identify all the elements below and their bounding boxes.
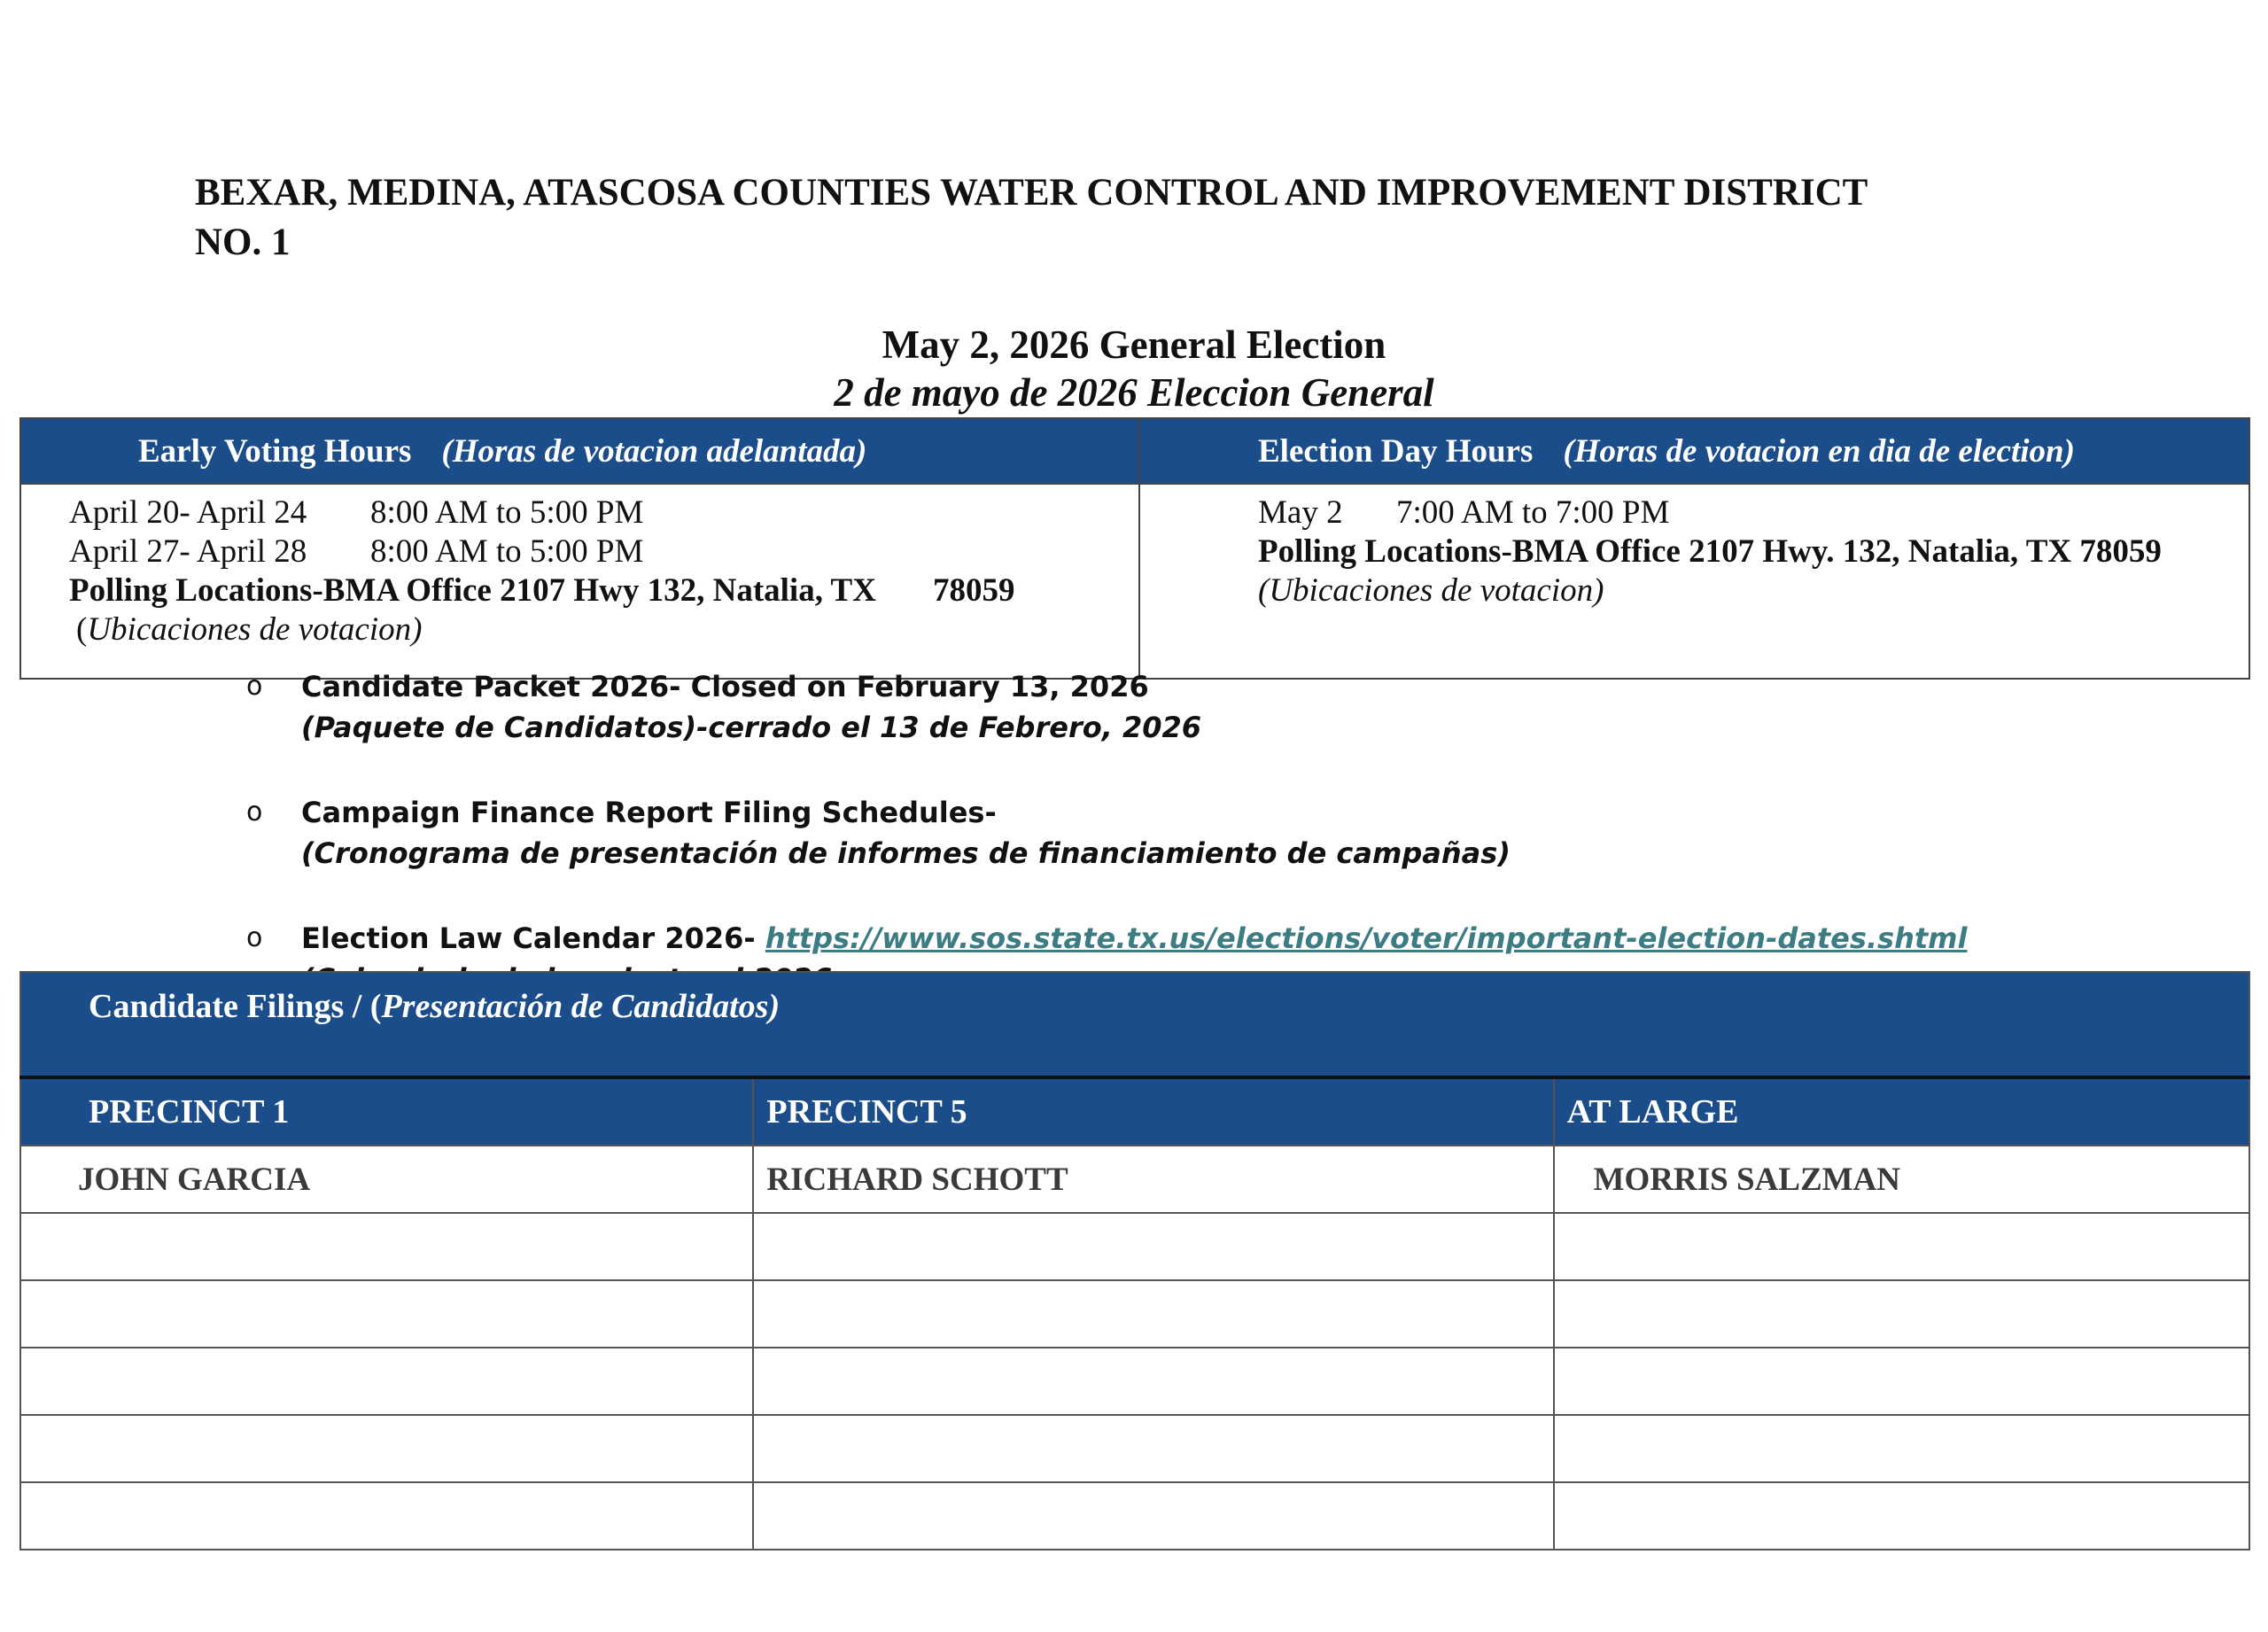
early-voting-header-label: Early Voting Hours [138, 432, 412, 470]
early-voting-location [69, 571, 1138, 610]
voting-hours-table [19, 417, 2250, 680]
early-voting-header [20, 418, 1139, 484]
election-day-row [1258, 493, 2249, 532]
table-row [20, 1213, 2249, 1280]
empty-cell [20, 1213, 753, 1280]
table-row [20, 1146, 2249, 1213]
empty-cell [753, 1482, 1553, 1550]
bullet-marker: o [246, 671, 263, 702]
empty-cell [1554, 1213, 2249, 1280]
election-title-spanish: 2 de mayo de 2026 Eleccion General [834, 370, 1434, 415]
candidate-filings-banner-row [20, 972, 2249, 1077]
election-day-details [1139, 484, 2249, 679]
election-day-header [1139, 418, 2249, 484]
empty-cell [753, 1280, 1553, 1348]
district-title-line1: BEXAR, MEDINA, ATASCOSA COUNTIES WATER CONTROL AND IMPROVEMENT DISTRICT [195, 172, 1868, 214]
early-voting-location-spanish-text: Ubicaciones de votacion) [87, 611, 423, 648]
early-voting-dates: April 20- April 24 [69, 494, 307, 531]
election-day-header-spanish: (Horas de votacion en dia de election) [1563, 432, 2075, 470]
empty-cell [20, 1415, 753, 1482]
candidate-precinct-5: RICHARD SCHOTT [753, 1146, 1553, 1213]
empty-cell [753, 1213, 1553, 1280]
empty-cell [20, 1348, 753, 1415]
campaign-finance-spanish: (Cronograma de presentación de informes de financiamiento de campañas) [301, 836, 1511, 870]
early-voting-row [69, 532, 1138, 571]
empty-cell [753, 1348, 1553, 1415]
list-item-campaign-finance [239, 792, 1967, 874]
candidate-filings-label-spanish: Presentación de Candidatos) [381, 988, 781, 1025]
campaign-finance-text: Campaign Finance Report Filing Schedules- [301, 796, 997, 829]
district-title-line2: NO. 1 [195, 221, 291, 263]
bullet-marker: o [246, 922, 263, 953]
empty-cell [1554, 1348, 2249, 1415]
empty-cell [1554, 1415, 2249, 1482]
column-header-precinct-1: PRECINCT 1 [20, 1077, 753, 1146]
table-row [20, 1348, 2249, 1415]
candidate-precinct-1: JOHN GARCIA [20, 1146, 753, 1213]
candidate-packet-spanish: (Paquete de Candidatos)-cerrado el 13 de Febrero, 2026 [301, 711, 1202, 744]
column-header-at-large: AT LARGE [1554, 1077, 2249, 1146]
list-item-candidate-packet [239, 666, 1967, 748]
candidate-at-large: MORRIS SALZMAN [1554, 1146, 2249, 1213]
voting-hours-header-row [20, 418, 2249, 484]
empty-cell [1554, 1482, 2249, 1550]
early-voting-details [20, 484, 1139, 679]
early-voting-row [69, 493, 1138, 532]
table-row [20, 1415, 2249, 1482]
empty-cell [1554, 1280, 2249, 1348]
early-voting-time: 8:00 AM to 5:00 PM [370, 533, 644, 570]
election-day-header-label: Election Day Hours [1258, 432, 1534, 470]
early-voting-zip: 78059 [932, 572, 1015, 609]
early-voting-dates: April 27- April 28 [69, 533, 307, 570]
election-info-list [239, 666, 1967, 999]
early-voting-location-text: Polling Locations-BMA Office 2107 Hwy 132, Natalia, TX [69, 572, 876, 609]
candidate-filings-table [19, 971, 2250, 1550]
table-row [20, 1280, 2249, 1348]
election-day-time: 7:00 AM to 7:00 PM [1396, 494, 1670, 531]
early-voting-time: 8:00 AM to 5:00 PM [370, 494, 644, 531]
column-header-precinct-5: PRECINCT 5 [753, 1077, 1553, 1146]
candidate-packet-text: Candidate Packet 2026- Closed on February 13, 2026 [301, 670, 1149, 703]
election-day-date: May 2 [1258, 494, 1343, 531]
election-law-calendar-text: Election Law Calendar 2026- [301, 921, 756, 955]
candidate-filings-label: Candidate Filings / ( [89, 988, 382, 1025]
election-dates-link[interactable]: https://www.sos.state.tx.us/elections/voter/important-election-dates.shtml [765, 921, 1968, 955]
empty-cell [753, 1415, 1553, 1482]
voting-hours-body-row [20, 484, 2249, 679]
election-title: May 2, 2026 General Election [882, 323, 1386, 367]
election-day-location: Polling Locations-BMA Office 2107 Hwy. 132, Natalia, TX 78059 [1258, 533, 2162, 570]
election-day-location-spanish: (Ubicaciones de votacion) [1258, 572, 1604, 609]
district-title [195, 168, 2100, 268]
early-voting-header-spanish: (Horas de votacion adelantada) [441, 432, 867, 470]
table-row [20, 1482, 2249, 1550]
empty-cell [20, 1280, 753, 1348]
candidate-filings-banner [20, 972, 2249, 1077]
precinct-header-row [20, 1077, 2249, 1146]
early-voting-location-spanish: (Ubicaciones de votacion) [76, 611, 423, 648]
bullet-marker: o [246, 797, 263, 828]
empty-cell [20, 1482, 753, 1550]
